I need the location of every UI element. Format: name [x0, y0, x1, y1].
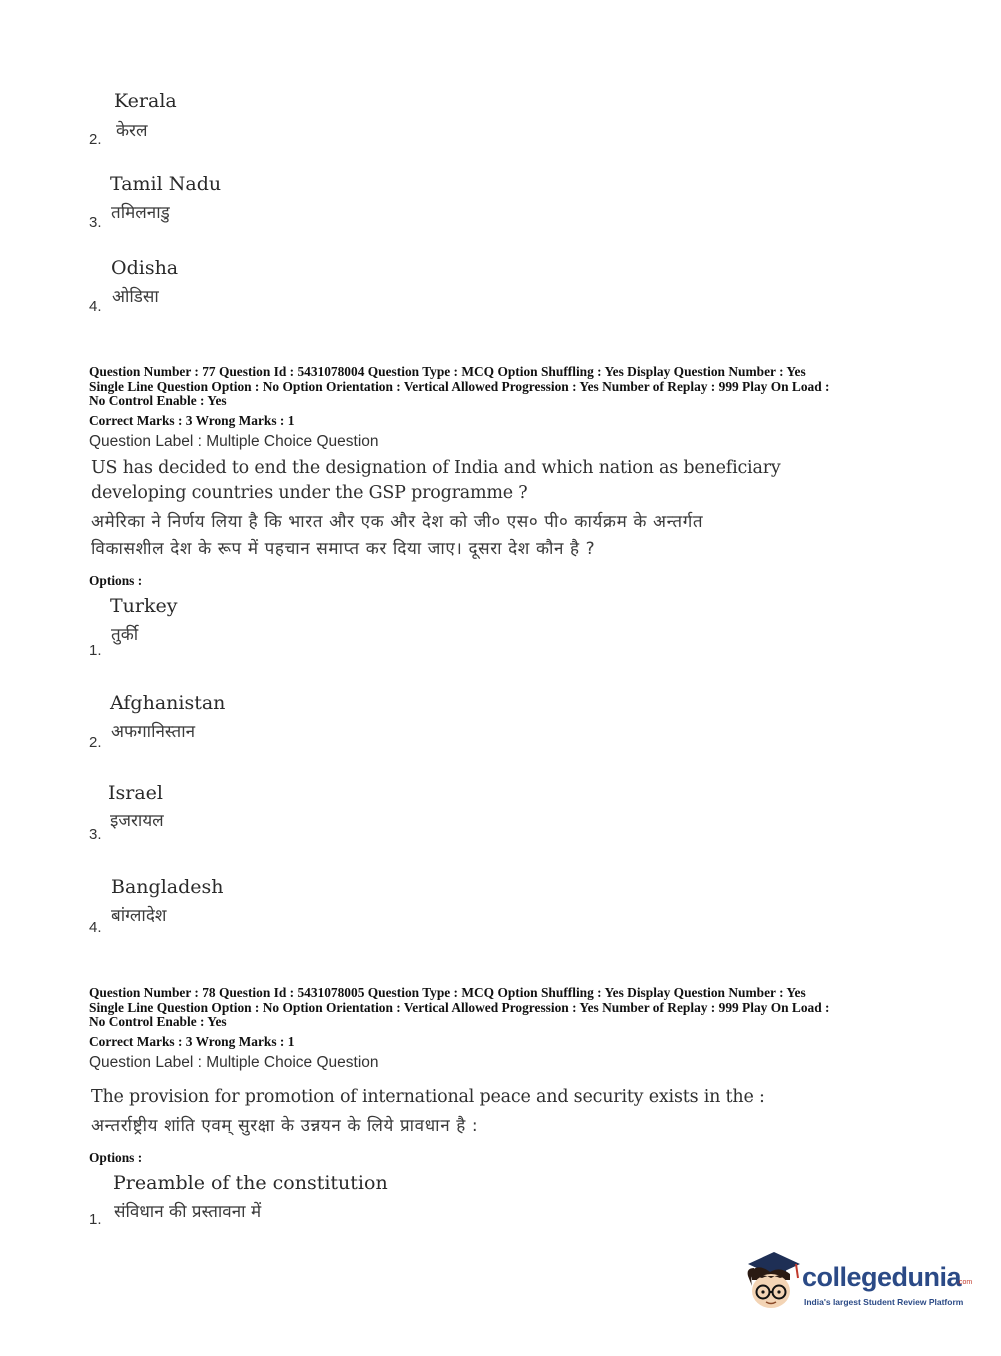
question-text-hi-line2: विकासशील देश के रूप में पहचान समाप्त कर दिया जाए। दूसरा देश कौन है ? [91, 539, 596, 559]
question-marks: Correct Marks : 3 Wrong Marks : 1 [89, 413, 295, 428]
option-hi: तमिलनाडु [111, 203, 170, 223]
option-hi: इजरायल [110, 811, 164, 831]
option-number: 4. [89, 298, 102, 315]
options-heading: Options : [89, 573, 143, 588]
question-meta-line3: No Control Enable : Yes [89, 1014, 227, 1029]
option-en: Turkey [110, 595, 178, 617]
option-number: 3. [89, 826, 102, 843]
option-number: 4. [89, 919, 102, 936]
question-label: Question Label : Multiple Choice Question [89, 1054, 379, 1071]
question-text-en-line2: developing countries under the GSP programme ? [91, 483, 528, 503]
option-hi: केरल [116, 121, 148, 141]
question-label: Question Label : Multiple Choice Question [89, 433, 379, 450]
question-meta-line2: Single Line Question Option : No Option Orientation : Vertical Allowed Progression : Yes Number of Replay : 999 Play On Load : [89, 379, 830, 394]
question-text-en-line1: The provision for promotion of international peace and security exists in the : [91, 1087, 765, 1107]
option-hi: अफगानिस्तान [111, 722, 196, 742]
option-en: Bangladesh [111, 876, 224, 898]
option-hi: तुर्की [111, 625, 139, 645]
option-en: Afghanistan [110, 692, 226, 714]
option-number: 2. [89, 734, 102, 751]
option-en: Odisha [111, 257, 179, 279]
question-meta-line2: Single Line Question Option : No Option Orientation : Vertical Allowed Progression : Yes Number of Replay : 999 Play On Load : [89, 1000, 830, 1015]
option-hi: बांग्लादेश [111, 906, 167, 926]
options-heading: Options : [89, 1150, 143, 1165]
option-hi: संविधान की प्रस्तावना में [114, 1202, 262, 1222]
option-number: 2. [89, 131, 102, 148]
option-en: Preamble of the constitution [113, 1172, 388, 1194]
mascot-icon [740, 1246, 802, 1312]
logo-tagline: India's largest Student Review Platform [804, 1297, 964, 1307]
option-en: Israel [108, 782, 163, 804]
collegedunia-logo [740, 1246, 973, 1316]
question-meta-line1: Question Number : 78 Question Id : 5431078005 Question Type : MCQ Option Shuffling : Yes Display Question Number : Yes [89, 985, 806, 1000]
question-text-hi-line1: अमेरिका ने निर्णय लिया है कि भारत और एक और देश को जी० एस० पी० कार्यक्रम के अन्तर्गत [91, 512, 704, 532]
question-meta-line1: Question Number : 77 Question Id : 5431078004 Question Type : MCQ Option Shuffling : Yes Display Question Number : Yes [89, 364, 806, 379]
option-number: 1. [89, 642, 102, 659]
question-text-en-line1: US has decided to end the designation of India and which nation as beneficiary [91, 458, 781, 478]
option-number: 1. [89, 1211, 102, 1228]
question-text-hi-line1: अन्तर्राष्ट्रीय शांति एवम् सुरक्षा के उन्नयन के लिये प्रावधान है : [91, 1116, 479, 1136]
logo-wordmark: collegedunia [802, 1262, 962, 1292]
question-meta-line3: No Control Enable : Yes [89, 393, 227, 408]
question-marks: Correct Marks : 3 Wrong Marks : 1 [89, 1034, 295, 1049]
logo-com: .com [957, 1279, 973, 1286]
option-number: 3. [89, 214, 102, 231]
option-en: Kerala [114, 90, 177, 112]
option-hi: ओडिसा [112, 287, 159, 307]
option-en: Tamil Nadu [110, 173, 222, 195]
